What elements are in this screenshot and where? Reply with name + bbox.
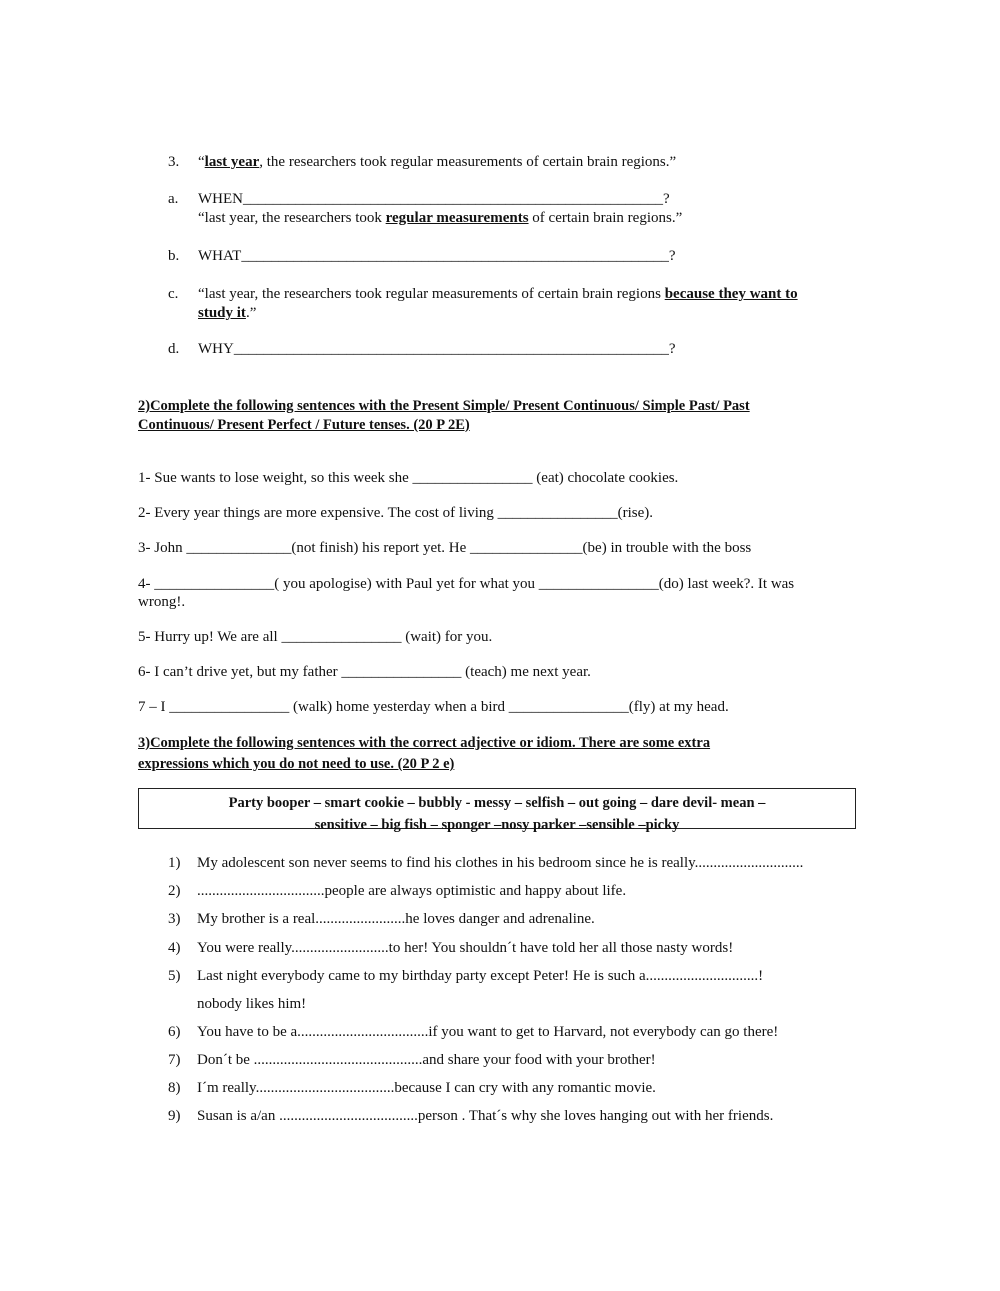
item-number: 2) (168, 883, 181, 899)
a-underlined: regular measurements (385, 210, 529, 226)
item-number: 3) (168, 911, 181, 927)
item-number: 8) (168, 1080, 181, 1096)
item-number: 1) (168, 855, 181, 871)
item-number: 7) (168, 1052, 181, 1068)
item-text: My adolescent son never seems to find his clothes in his bedroom since he is really............................. (197, 855, 804, 871)
item-text: nobody likes him! (197, 996, 307, 1012)
item-number: 5) (168, 968, 181, 984)
c-underlined-1: because they want to (664, 286, 798, 302)
b-what-line: WHAT_________________________________________________________? (198, 248, 676, 264)
sentence-5: 5- Hurry up! We are all ________________ (wait) for you. (138, 629, 493, 645)
item-text: Don´t be .............................................and share your food with your brother! (197, 1052, 656, 1068)
c-sentence-line1 (198, 285, 798, 304)
a-sentence (198, 209, 682, 228)
c-sentence-pre: “last year, the researchers took regular measurements of certain brain regions (198, 286, 665, 302)
c-underlined-2: study it (198, 305, 246, 321)
c-sentence-post: .” (245, 305, 257, 321)
a-when-line: WHEN________________________________________________________? (198, 191, 670, 207)
section3-heading-line2: expressions which you do not need to use. (20 P 2 e) (138, 756, 455, 772)
a-label: a. (168, 191, 179, 207)
item-text: Last night everybody came to my birthday party except Peter! He is such a..............................! (197, 968, 764, 984)
item-text: I´m really.....................................because I can cry with any romantic movie. (197, 1080, 656, 1096)
a-sentence-pre: “last year, the researchers took (198, 210, 386, 226)
a-sentence-post: of certain brain regions.” (528, 210, 683, 226)
d-why-line: WHY__________________________________________________________? (198, 341, 676, 357)
q3-open-quote: “ (198, 154, 205, 170)
sentence-4-line1: 4- ________________( you apologise) with Paul yet for what you ________________(do) last week?. It was (138, 576, 795, 592)
b-label: b. (168, 248, 180, 264)
item-text: Susan is a/an .....................................person . That´s why she loves hanging out with her friends. (197, 1108, 774, 1124)
section2-heading-line2: Continuous/ Present Perfect / Future tenses. (20 P 2E) (138, 417, 470, 433)
q3-text (198, 153, 676, 172)
item-number: 4) (168, 940, 181, 956)
sentence-6: 6- I can’t drive yet, but my father ________________ (teach) me next year. (138, 664, 591, 680)
sentence-3: 3- John ______________(not finish) his report yet. He _______________(be) in trouble with the boss (138, 540, 752, 556)
sentence-4-line2: wrong!. (138, 594, 186, 610)
item-text: My brother is a real........................he loves danger and adrenaline. (197, 911, 595, 927)
item-text: You were really..........................to her! You shouldn´t have told her all those nasty words! (197, 940, 734, 956)
sentence-2: 2- Every year things are more expensive. The cost of living ________________(rise). (138, 505, 654, 521)
sentence-1: 1- Sue wants to lose weight, so this week she ________________ (eat) chocolate cookies. (138, 470, 679, 486)
word-bank-box (138, 788, 856, 833)
d-label: d. (168, 341, 180, 357)
c-sentence-line2 (198, 304, 256, 323)
q3-number: 3. (168, 154, 180, 170)
section3-heading-line1: 3)Complete the following sentences with the correct adjective or idiom. There are some extra (138, 735, 711, 751)
sentence-7: 7 – I ________________ (walk) home yesterday when a bird ________________(fly) at my head. (138, 699, 729, 715)
item-text: You have to be a...................................if you want to get to Harvard, not everybody can go there! (197, 1024, 779, 1040)
item-text: ..................................people are always optimistic and happy about life. (197, 883, 627, 899)
word-bank-line2: sensitive – big fish – sponger –nosy parker –sensible –picky (314, 817, 680, 833)
word-bank-line1: Party booper – smart cookie – bubbly - messy – selfish – out going – dare devil- mean – (228, 795, 766, 811)
section2-heading-line1: 2)Complete the following sentences with the Present Simple/ Present Continuous/ Simple Past/ Past (138, 398, 750, 414)
q3-underlined: last year (204, 154, 260, 170)
item-number: 6) (168, 1024, 181, 1040)
c-label: c. (168, 286, 179, 302)
item-number: 9) (168, 1108, 181, 1124)
q3-rest: , the researchers took regular measurements of certain brain regions.” (259, 154, 677, 170)
